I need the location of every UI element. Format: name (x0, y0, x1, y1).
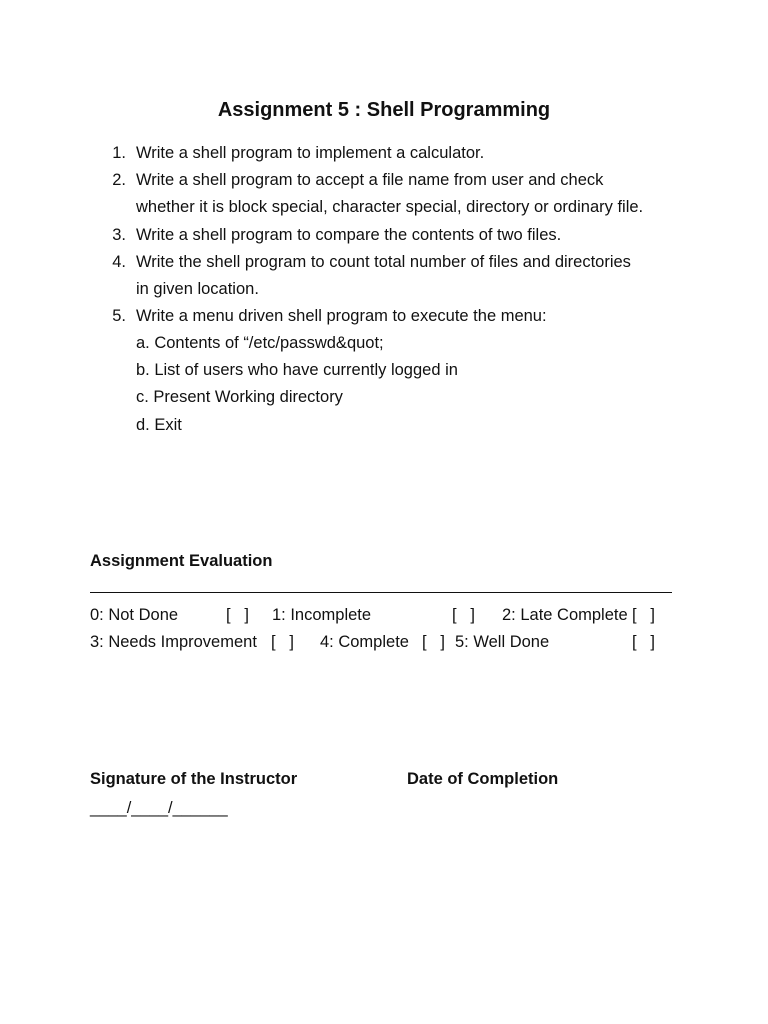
completion-date-label: Date of Completion (407, 770, 559, 788)
eval-checkbox-not-done[interactable]: [ ] (226, 606, 249, 624)
question-1-number: 1. (112, 144, 126, 162)
menu-option-d: d. Exit (136, 416, 182, 434)
question-4-text-line-1: Write the shell program to count total number of files and directories (136, 253, 631, 271)
eval-option-incomplete: 1: Incomplete (272, 606, 372, 624)
eval-option-not-done: 0: Not Done (90, 606, 179, 624)
evaluation-heading: Assignment Evaluation (90, 552, 273, 570)
question-3-number: 3. (112, 226, 126, 244)
menu-option-c: c. Present Working directory (136, 388, 343, 406)
eval-checkbox-well-done[interactable]: [ ] (632, 633, 655, 651)
eval-option-complete: 4: Complete (320, 633, 409, 651)
eval-checkbox-incomplete[interactable]: [ ] (452, 606, 475, 624)
question-5-number: 5. (112, 307, 126, 325)
menu-option-a: a. Contents of “/etc/passwd&quot; (136, 334, 384, 352)
question-2-text-line-2: whether it is block special, character special, directory or ordinary file. (136, 198, 644, 216)
question-2-number: 2. (112, 171, 126, 189)
question-3-text: Write a shell program to compare the contents of two files. (136, 226, 562, 244)
question-1-text: Write a shell program to implement a calculator. (136, 144, 485, 162)
question-2-text-line-1: Write a shell program to accept a file name from user and check (136, 171, 604, 189)
eval-checkbox-needs-improvement[interactable]: [ ] (271, 633, 294, 651)
instructor-signature-label: Signature of the Instructor (90, 770, 298, 788)
question-4-text-line-2: in given location. (136, 280, 259, 298)
eval-option-late-complete: 2: Late Complete (502, 606, 628, 624)
evaluation-divider (90, 576, 672, 593)
eval-checkbox-complete[interactable]: [ ] (422, 633, 445, 651)
question-5-text: Write a menu driven shell program to execute the menu: (136, 307, 547, 325)
eval-option-needs-improvement: 3: Needs Improvement (90, 633, 257, 651)
date-blank-field[interactable]: ____/____/______ (90, 799, 228, 817)
eval-option-well-done: 5: Well Done (455, 633, 550, 651)
question-4-number: 4. (112, 253, 126, 271)
assignment-title: Assignment 5 : Shell Programming (217, 99, 551, 121)
menu-option-b: b. List of users who have currently logged in (136, 361, 458, 379)
eval-checkbox-late-complete[interactable]: [ ] (632, 606, 655, 624)
